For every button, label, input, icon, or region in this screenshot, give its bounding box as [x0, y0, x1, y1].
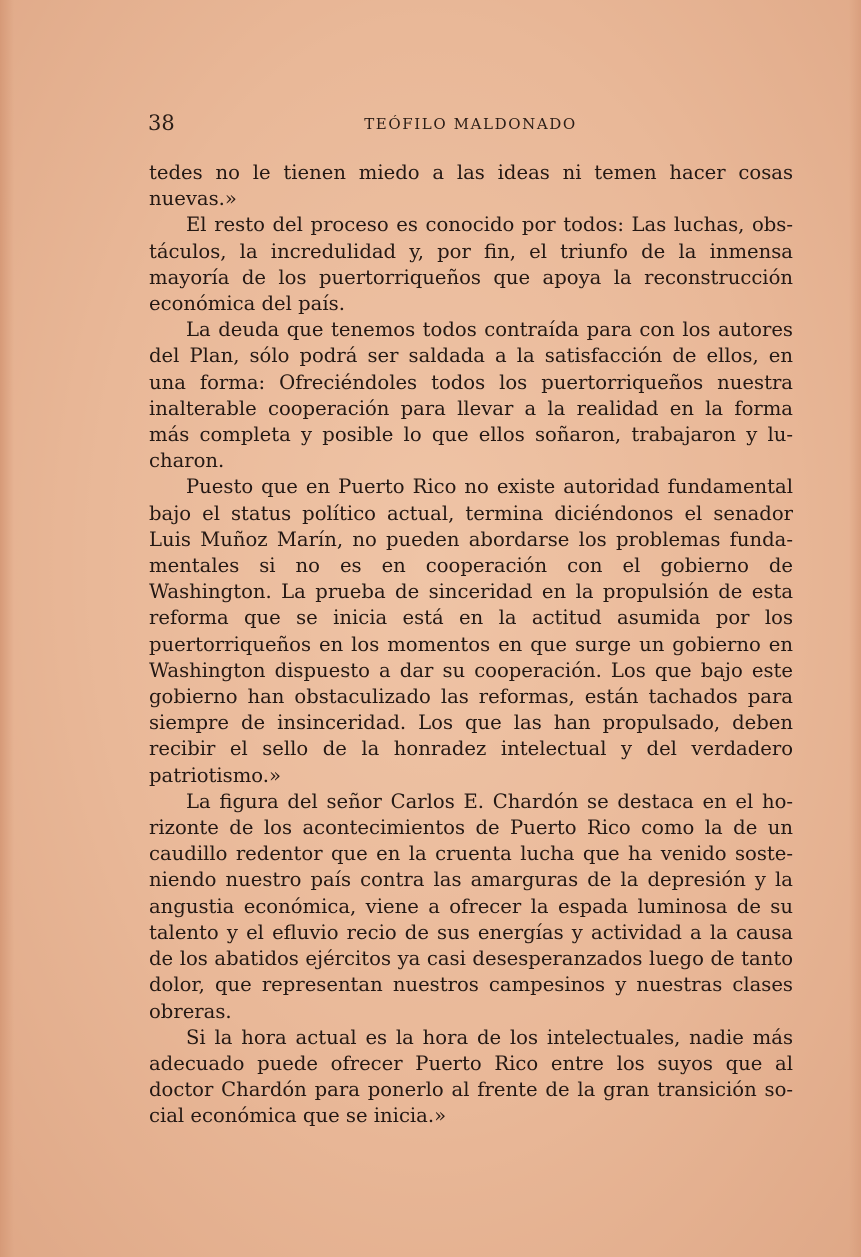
paragraph: El resto del proceso es conocido por todos: Las luchas, obstáculos, la incredulidad y, por fin, el triunfo de la inmensa mayoría de los puertorriqueños que apoya la reconstrucción económica del país. [149, 213, 793, 316]
page-number: 38 [148, 111, 175, 135]
page-edge-right [849, 0, 861, 1257]
page-edge-left [0, 0, 14, 1257]
paragraph: tedes no le tienen miedo a las ideas ni temen hacer cosas nuevas.» [149, 161, 793, 211]
running-head: TEÓFILO MALDONADO [364, 115, 577, 133]
paragraph: La deuda que tenemos todos contraída para con los autores del Plan, sólo podrá ser saldada a la satisfacción de ellos, en una forma: Ofreciéndoles todos los puertorriqueños nuestra inalterable cooperación para llevar a la realidad en la forma más completa y posible lo que ellos soñaron, trabajaron y lucharon. [149, 318, 793, 473]
body-text [149, 160, 793, 1130]
paragraph: Si la hora actual es la hora de los intelectuales, nadie más adecuado puede ofrecer Puerto Rico entre los suyos que al doctor Chardón para ponerlo al frente de la gran transición social económica que se inicia.» [149, 1025, 793, 1128]
paragraph: Puesto que en Puerto Rico no existe autoridad fundamental bajo el status político actual, termina diciéndonos el senador Luis Muñoz Marín, no pueden abordarse los problemas fundamentales si no es en cooperación con el gobierno de Washington. La prueba de sinceridad en la propulsión de esta reforma que se inicia está en la actitud asumida por los puertorriqueños en los momentos en que surge un gobierno en Washington dispuesto a dar su cooperación. Los que bajo este gobierno han obstaculizado las reformas, están tachados para siempre de insinceridad. Los que las han propulsado, deben recibir el sello de la honradez intelectual y del verdadero patriotismo.» [149, 475, 793, 787]
paragraph: La figura del señor Carlos E. Chardón se destaca en el horizonte de los acontecimientos de Puerto Rico como la de un caudillo redentor que en la cruenta lucha que ha venido sosteniendo nuestro país contra las amarguras de la depresión y la angustia económica, viene a ofrecer la espada luminosa de su talento y el efluvio recio de sus energías y actividad a la causa de los abatidos ejércitos ya casi desesperanzados luego de tanto dolor, que representan nuestros campesinos y nuestras clases obreras. [149, 789, 793, 1023]
page-header [148, 108, 793, 140]
